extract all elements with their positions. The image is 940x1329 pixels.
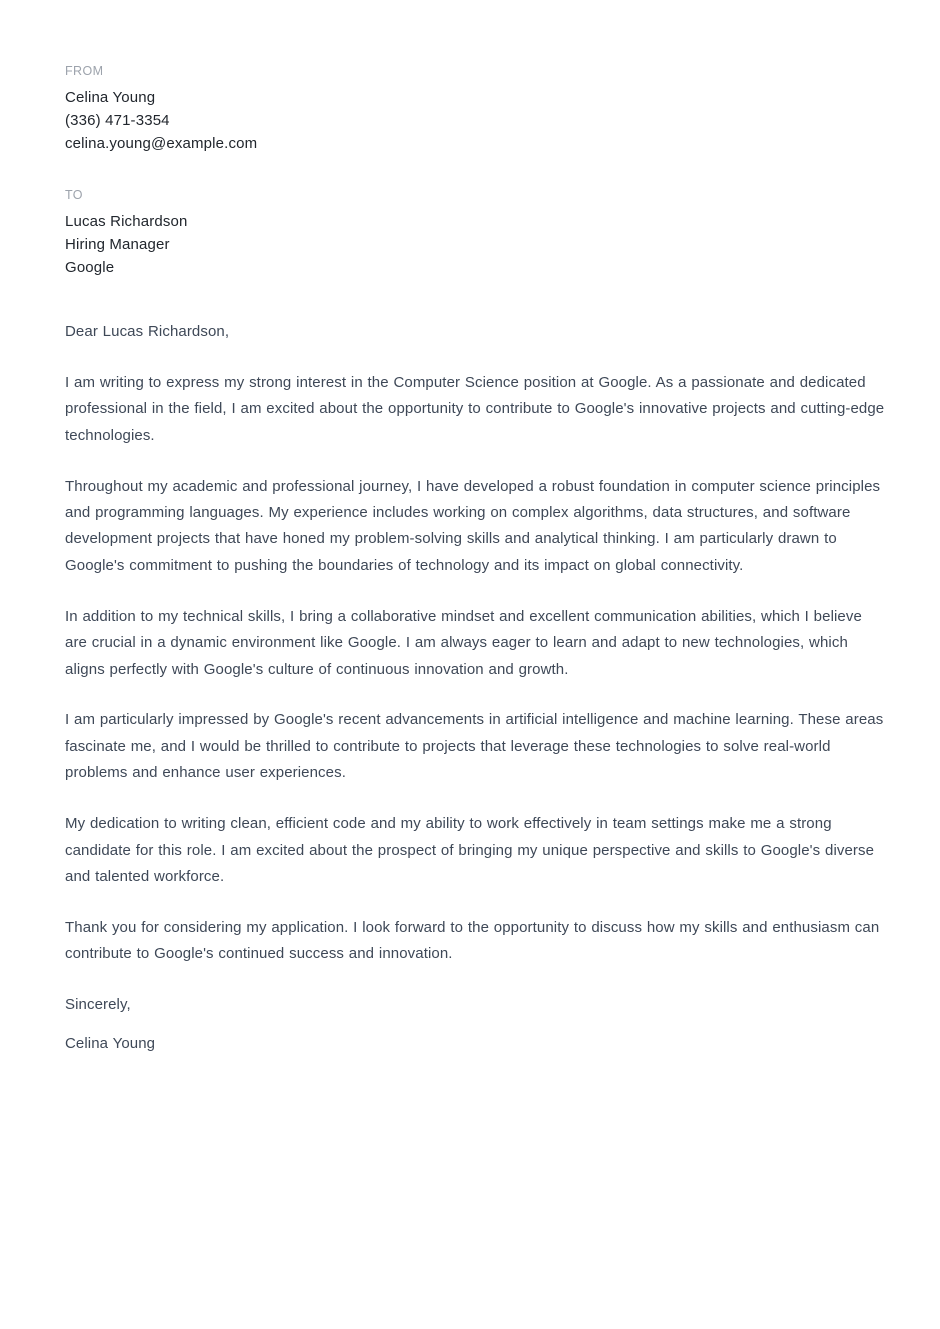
signature: Celina Young bbox=[65, 1035, 156, 1053]
sender-name: Celina Young bbox=[65, 89, 156, 106]
sender-email: celina.young@example.com bbox=[65, 135, 258, 152]
letter-paragraph: My dedication to writing clean, efficient code and my ability to work effectively in team settings make me a strong candidate for this role. I am excited about the prospect of bringing my unique perspective and skills to Google's diverse and talented workforce. bbox=[65, 815, 875, 885]
from-section bbox=[65, 64, 888, 155]
recipient-title: Hiring Manager bbox=[65, 236, 170, 253]
recipient-name: Lucas Richardson bbox=[65, 213, 188, 230]
letter-paragraph: Thank you for considering my application. I look forward to the opportunity to discuss how my skills and enthusiasm can contribute to Google's continued success and innovation. bbox=[65, 918, 880, 963]
salutation: Dear Lucas Richardson, bbox=[65, 323, 230, 340]
letter-paragraph: In addition to my technical skills, I bring a collaborative mindset and excellent communication abilities, which I believe are crucial in a dynamic environment like Google. I am always eager to learn and adapt to new technologies, which aligns perfectly with Google's culture of continuous innovation and growth. bbox=[65, 607, 862, 678]
letter-body bbox=[65, 319, 888, 1058]
letter-paragraph: Throughout my academic and professional journey, I have developed a robust foundation in computer science principles and programming languages. My experience includes working on complex algorithms, data structures, and software development projects that have honed my problem-solving skills and analytical thinking. I am particularly drawn to Google's commitment to pushing the boundaries of technology and its impact on global connectivity. bbox=[65, 477, 881, 574]
from-label: FROM bbox=[65, 64, 104, 78]
to-section bbox=[65, 188, 888, 279]
recipient-company: Google bbox=[65, 259, 115, 276]
letter-paragraph: I am writing to express my strong interest in the Computer Science position at Google. As a passionate and dedicated professional in the field, I am excited about the opportunity to contribute to Google's innovative projects and cutting-edge technologies. bbox=[65, 373, 885, 444]
closing: Sincerely, bbox=[65, 996, 131, 1014]
letter-paragraph: I am particularly impressed by Google's recent advancements in artificial intelligence and machine learning. These areas fascinate me, and I would be thrilled to contribute to projects that leverage these technologies to solve real-world problems and enhance user experiences. bbox=[65, 711, 884, 782]
to-label: TO bbox=[65, 188, 83, 202]
sender-phone: (336) 471-3354 bbox=[65, 112, 170, 129]
